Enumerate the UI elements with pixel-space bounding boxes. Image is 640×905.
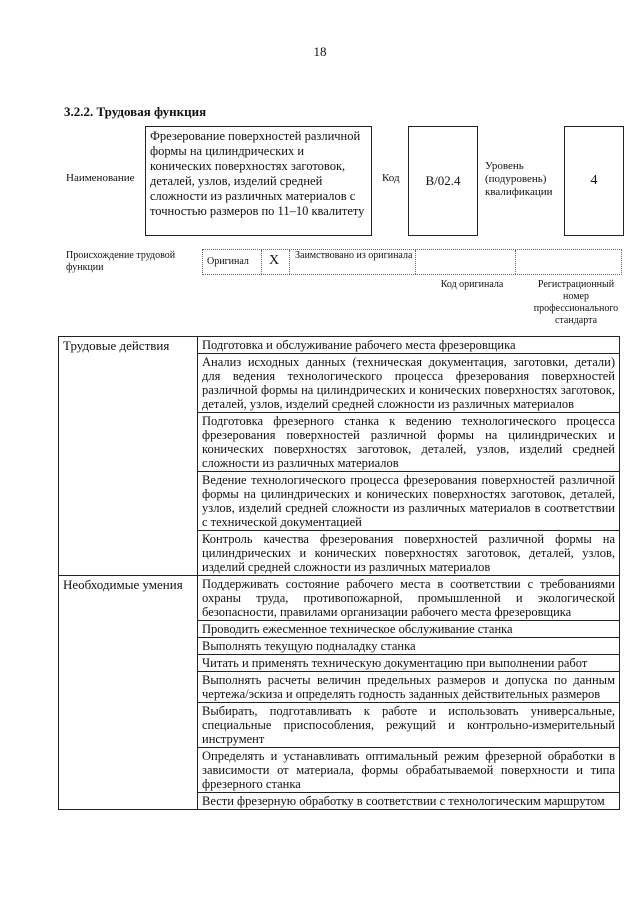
table-row — [59, 337, 620, 354]
code-original-label: Код оригинала — [440, 279, 504, 290]
table-cell: Проводить ежесменное техническое обслуживание станка — [198, 621, 620, 638]
origin-row — [202, 249, 622, 275]
table-cell: Выполнять текущую подналадку станка — [198, 638, 620, 655]
table-cell: Вести фрезерную обработку в соответствии с технологическим маршрутом — [198, 793, 620, 810]
reg-number-label: Регистрационный номер профессионального стандарта — [533, 279, 619, 326]
level-label: Уровень (подуровень) квалификации — [485, 160, 553, 198]
divider — [415, 250, 416, 274]
labor-function-table — [58, 336, 620, 810]
table-cell: Определять и устанавливать оптимальный режим фрезерной обработки в зависимости от материала, формы обрабатываемой поверхности и типа фрезерного станка — [198, 748, 620, 793]
original-mark: X — [269, 253, 280, 268]
table-row — [59, 576, 620, 621]
name-label: Наименование — [66, 172, 135, 184]
level-box — [564, 126, 624, 236]
table-cell: Подготовка фрезерного станка к ведению технологического процесса фрезерования поверхностей различной формы на цилиндрических и конических поверхностях заготовок, деталей, узлов, изделий средней сложности из различных материалов — [198, 413, 620, 472]
table-cell: Поддерживать состояние рабочего места в соответствии с требованиями охраны труда, противопожарной, промышленной и экологической безопасности, правилами организации рабочего места фрезеровщика — [198, 576, 620, 621]
code-value: B/02.4 — [425, 173, 461, 188]
divider — [289, 250, 290, 274]
function-name-box — [145, 126, 372, 236]
divider — [515, 250, 516, 274]
category-cell: Необходимые умения — [59, 576, 198, 810]
origin-label: Происхождение трудовой функции — [66, 250, 176, 273]
category-cell: Трудовые действия — [59, 337, 198, 576]
table-cell: Читать и применять техническую документацию при выполнении работ — [198, 655, 620, 672]
table-cell: Ведение технологического процесса фрезерования поверхностей различной формы на цилиндрических и конических поверхностях заготовок, деталей, узлов, изделий средней сложности из различных материалов в соответствии с технической документацией — [198, 472, 620, 531]
table-cell: Подготовка и обслуживание рабочего места фрезеровщика — [198, 337, 620, 354]
table-cell: Анализ исходных данных (техническая документация, заготовки, детали) для ведения технологического процесса фрезерования поверхностей различной формы на цилиндрических и конических поверхностях заготовок, деталей, узлов, изделий средней сложности из различных материалов — [198, 354, 620, 413]
code-label: Код — [382, 172, 400, 184]
table-cell: Выбирать, подготавливать к работе и использовать универсальные, специальные приспособления, режущий и контрольно-измерительный инструмент — [198, 703, 620, 748]
table-cell: Выполнять расчеты величин предельных размеров и допуска по данным чертежа/эскиза и определять годность заданных действительных размеров — [198, 672, 620, 703]
code-box — [408, 126, 478, 236]
divider — [261, 250, 262, 274]
section-title: 3.2.2. Трудовая функция — [64, 104, 207, 119]
table-cell: Контроль качества фрезерования поверхностей различной формы на цилиндрических и конических поверхностях заготовок, деталей, узлов, изделий средней сложности из различных материалов — [198, 531, 620, 576]
level-value: 4 — [590, 173, 598, 188]
borrowed-label: Заимствовано из оригинала — [295, 250, 413, 261]
original-label: Оригинал — [207, 256, 249, 267]
function-name-value: Фрезерование поверхностей различной формы на цилиндрических и конических поверхностях заготовок, деталей, узлов, изделий средней сложности из различных материалов с точностью размеров по 11–10 квалитету — [150, 129, 365, 218]
page-number: 18 — [313, 44, 327, 59]
